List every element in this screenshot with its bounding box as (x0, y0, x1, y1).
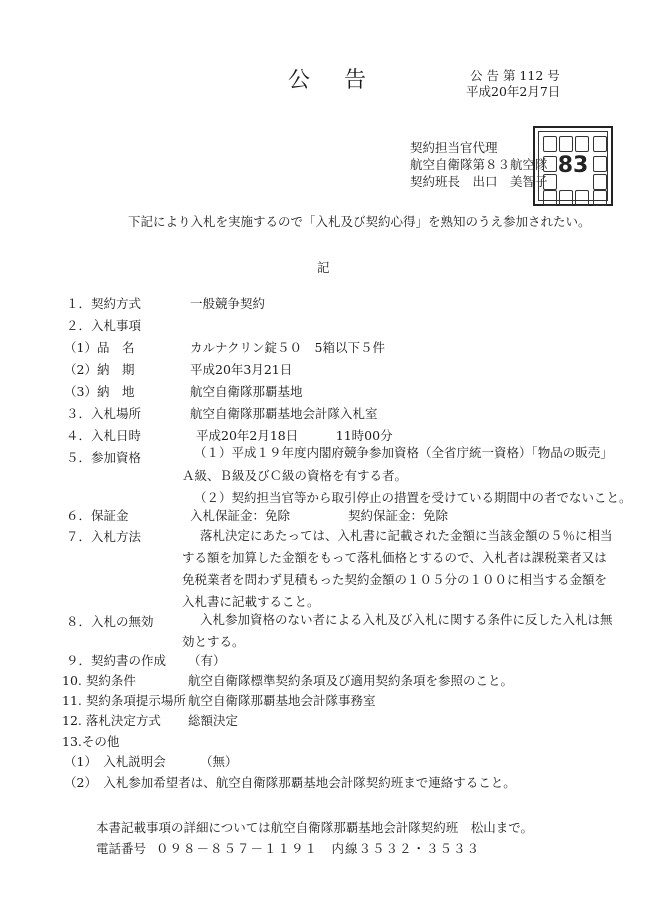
footer-phone: ０９８－８５７－１１９１ 内線３５３２・３５３３ (156, 841, 481, 856)
official-seal (533, 126, 613, 206)
item-label: ８．入札の無効 (66, 614, 154, 629)
contract-deposit: 契約保証金：免除 (348, 508, 449, 523)
item-label: ６．保証金 (66, 508, 129, 523)
item-label: （1）品 名 (64, 340, 135, 355)
item-label: （3）納 地 (64, 384, 135, 399)
ki-heading: 記 (317, 260, 330, 275)
item-label: １．契約方式 (66, 296, 142, 311)
item-value: （有） (188, 653, 226, 668)
title-char-1: 公 (288, 68, 313, 93)
item-value: 航空自衛隊標準契約条項及び適用契約条項を参照のこと。 (188, 673, 514, 688)
footer-details: 本書記載事項の詳細については航空自衛隊那覇基地会計隊契約班 松山まで。 (96, 820, 534, 835)
method-line-3: 免税業者を問わず見積もった契約金額の１０５分の１００に相当する金額を (182, 572, 608, 587)
issuer-title: 契約担当官代理 (410, 140, 498, 155)
document-title (288, 70, 378, 94)
item-value: （無） (200, 754, 238, 769)
item-label: ２．入札事項 (66, 318, 142, 333)
item-label: 11. 契約条項提示場所 (62, 693, 186, 708)
item-value: 航空自衛隊那覇基地会計隊事務室 (188, 693, 376, 708)
invalid-line-1: 入札参加資格のない者による入札及び入札に関する条件に反した入札は無 (200, 612, 613, 627)
method-line-2: する額を加算した金額をもって落札価格とするので、入札者は課税業者又は (182, 550, 607, 565)
notice-number: 公 告 第 112 号 (470, 68, 560, 83)
item-label: ９．契約書の作成 (66, 653, 167, 668)
item-label: ３．入札場所 (66, 406, 142, 421)
item-label: （1） 入札説明会 (64, 754, 166, 769)
issuer-name: 契約班長 出口 美智子 (410, 174, 548, 189)
item-value: 平成20年3月21日 (190, 362, 293, 377)
qualification-line-1: （１）平成１９年度内閣府競争参加資格（全省庁統一資格）「物品の販売」 (194, 445, 613, 460)
item-value: 航空自衛隊那覇基地会計隊入札室 (190, 406, 378, 421)
qualification-line-3: （２）契約担当官等から取引停止の措置を受けている期間中の者でないこと。 (194, 490, 632, 505)
item-value: 総額決定 (188, 713, 239, 728)
issuer-unit: 航空自衛隊第８３航空隊 (410, 157, 548, 172)
method-line-1: 落札決定にあたっては、入札書に記載された金額に当該金額の５％に相当 (200, 528, 613, 543)
intro-text: 下記により入札を実施するので「入札及び契約心得」を熟知のうえ参加されたい。 (128, 214, 591, 229)
item-value: 航空自衛隊那覇基地 (190, 384, 303, 399)
item-label: ４．入札日時 (66, 428, 142, 443)
item-value: カルナクリン錠５０ 5箱以下５件 (190, 340, 385, 355)
item-label: ７．入札方法 (66, 529, 142, 544)
notice-date: 平成20年2月7日 (466, 84, 561, 99)
item-label: 12. 落札決定方式 (62, 713, 161, 728)
qualification-line-2: Ａ級、Ｂ級及びＣ級の資格を有する者。 (182, 468, 408, 483)
item-label: ５．参加資格 (66, 450, 142, 465)
invalid-line-2: 効とする。 (182, 634, 245, 649)
item-label: 10. 契約条件 (62, 673, 136, 688)
item-label: 13.その他 (62, 734, 120, 749)
title-char-2: 告 (344, 68, 369, 93)
item-label: （2） 入札参加希望者は、航空自衛隊那覇基地会計隊契約班まで連絡すること。 (64, 775, 516, 790)
footer-phone-label: 電話番号 (96, 841, 147, 856)
seal-number: 83 (557, 153, 589, 178)
item-label: （2）納 期 (64, 362, 135, 377)
bid-deposit: 入札保証金：免除 (190, 508, 291, 523)
item-value: 一般競争契約 (190, 296, 266, 311)
method-line-4: 入札書に記載すること。 (182, 594, 320, 609)
item-value: 平成20年2月18日 11時00分 (196, 428, 393, 443)
